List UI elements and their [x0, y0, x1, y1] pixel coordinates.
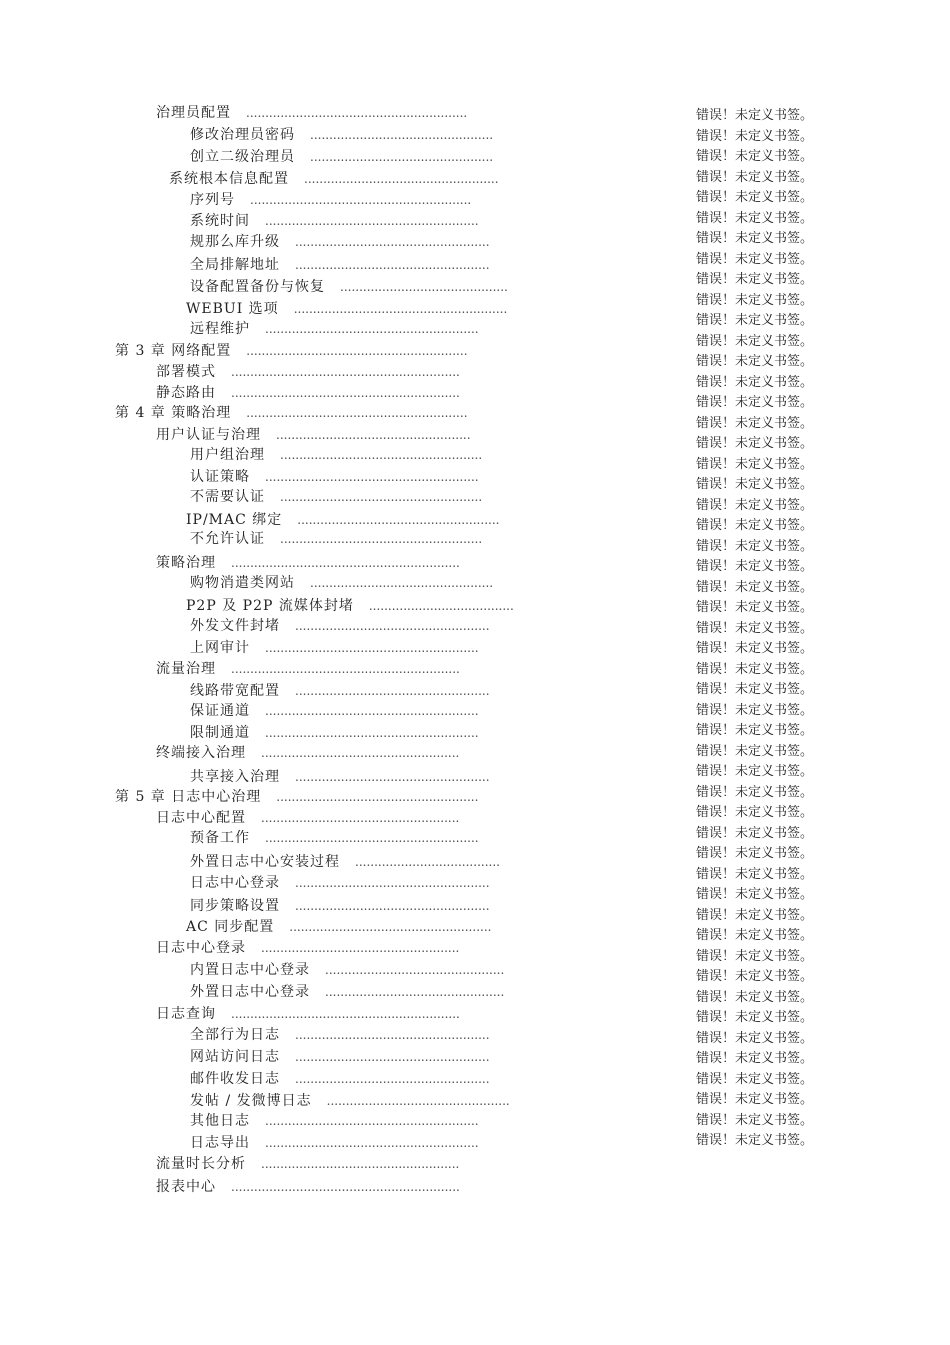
toc-entry-title: P2P 及 P2P 流媒体封堵: [186, 598, 354, 614]
bookmark-error-text: 错误！未定义书签。: [696, 805, 814, 820]
toc-leader-dots: ...............................................: [325, 963, 505, 977]
toc-entry[interactable]: [186, 918, 491, 936]
toc-entry-title: 共享接入治理: [190, 769, 280, 785]
toc-leader-dots: ...................................................: [295, 1072, 490, 1086]
toc-leader-dots: ................................................: [310, 150, 494, 164]
bookmark-error-text: 错误！未定义书签。: [696, 518, 814, 533]
toc-entry[interactable]: [190, 574, 493, 592]
bookmark-error-text: 错误！未定义书签。: [696, 231, 814, 246]
toc-entry[interactable]: [186, 300, 507, 318]
toc-entry-title: 用户认证与治理: [156, 427, 261, 443]
toc-leader-dots: ..........................................................: [246, 344, 468, 358]
bookmark-error-text: 错误！未定义书签。: [696, 969, 814, 984]
bookmark-error-text: 错误！未定义书签。: [696, 1010, 814, 1025]
bookmark-error-text: 错误！未定义书签。: [696, 395, 814, 410]
bookmark-error-text: 错误！未定义书签。: [696, 600, 814, 615]
bookmark-error-text: 错误！未定义书签。: [696, 190, 814, 205]
toc-leader-dots: .....................................................: [280, 490, 483, 504]
toc-leader-dots: ............................................: [340, 280, 508, 294]
toc-entry[interactable]: [156, 554, 460, 572]
toc-leader-dots: ................................................: [310, 576, 494, 590]
toc-entry[interactable]: [190, 1048, 490, 1066]
toc-entry-title: 远程维护: [190, 321, 250, 337]
toc-entry-title: 系统时间: [190, 213, 250, 229]
toc-leader-dots: .....................................................: [280, 532, 483, 546]
toc-entry-title: 不需要认证: [190, 489, 265, 505]
bookmark-error-text: 错误！未定义书签。: [696, 333, 814, 349]
toc-entry-title: 外发文件封堵: [190, 618, 280, 634]
toc-leader-dots: ............................................................: [231, 1007, 460, 1021]
toc-leader-dots: ...................................................: [295, 258, 490, 272]
toc-leader-dots: ...................................................: [295, 619, 490, 633]
toc-entry[interactable]: [186, 511, 499, 529]
toc-entry-title: 网站访问日志: [190, 1049, 280, 1065]
toc-leader-dots: ...................................................: [295, 770, 490, 784]
bookmark-error-text: 错误！未定义书签。: [696, 313, 814, 328]
toc-entry[interactable]: [156, 384, 460, 402]
toc-leader-dots: ......................................: [355, 855, 500, 869]
toc-entry-title: 全局排解地址: [190, 257, 280, 273]
toc-entry-title: 预备工作: [190, 830, 250, 846]
toc-entry[interactable]: [169, 170, 499, 188]
toc-entry[interactable]: [156, 363, 460, 381]
toc-entry[interactable]: [190, 1026, 490, 1044]
toc-entry[interactable]: [190, 446, 482, 464]
bookmark-error-text: 错误！未定义书签。: [696, 374, 814, 390]
toc-entry-title: 认证策略: [190, 469, 250, 485]
toc-entry-title: 终端接入治理: [156, 745, 246, 761]
toc-entry[interactable]: [190, 983, 504, 1001]
bookmark-error-text: 错误！未定义书签。: [696, 948, 814, 964]
bookmark-error-text: 错误！未定义书签。: [696, 415, 814, 431]
bookmark-error-text: 错误！未定义书签。: [696, 743, 814, 759]
toc-entry-title: 日志导出: [190, 1135, 250, 1151]
toc-leader-dots: ............................................................: [231, 365, 460, 379]
toc-entry-title: 治理员配置: [156, 105, 231, 121]
bookmark-error-text: 错误！未定义书签。: [696, 825, 814, 841]
toc-entry[interactable]: [190, 1070, 490, 1088]
toc-leader-dots: ........................................................: [265, 214, 479, 228]
toc-leader-dots: ............................................................: [231, 662, 460, 676]
bookmark-error-text: 错误！未定义书签。: [696, 559, 814, 574]
toc-entry-title: 购物消遣类网站: [190, 575, 295, 591]
toc-entry-title: 发帖 / 发微博日志: [190, 1093, 312, 1109]
bookmark-error-text: 错误！未定义书签。: [696, 928, 814, 943]
toc-leader-dots: ....................................................: [261, 941, 460, 955]
bookmark-error-text: 错误！未定义书签。: [696, 292, 814, 308]
bookmark-error-text: 错误！未定义书签。: [696, 538, 814, 554]
toc-entry-title: AC 同步配置: [186, 919, 275, 935]
bookmark-error-text: 错误！未定义书签。: [696, 661, 814, 677]
toc-entry-title: 规那么库升级: [190, 234, 280, 250]
toc-leader-dots: ...................................................: [295, 235, 490, 249]
bookmark-error-text: 错误！未定义书签。: [696, 1133, 814, 1148]
toc-leader-dots: ......................................: [368, 599, 514, 613]
toc-entry-title: 流量时长分析: [156, 1156, 246, 1172]
toc-leader-dots: ..........................................................: [250, 193, 472, 207]
toc-leader-dots: ...................................................: [295, 1028, 490, 1042]
toc-entry[interactable]: [190, 488, 482, 506]
toc-entry[interactable]: [115, 342, 468, 360]
toc-entry[interactable]: [115, 788, 478, 806]
toc-leader-dots: ........................................................: [265, 831, 479, 845]
toc-entry[interactable]: [190, 256, 490, 274]
toc-entry-title: 部署模式: [156, 364, 216, 380]
toc-entry[interactable]: [190, 1134, 479, 1152]
bookmark-error-text: 错误！未定义书签。: [696, 1071, 814, 1087]
toc-entry[interactable]: [115, 404, 468, 422]
toc-entry[interactable]: [190, 961, 504, 979]
toc-leader-dots: ............................................................: [231, 1180, 460, 1194]
bookmark-error-text: 错误！未定义书签。: [696, 887, 814, 902]
toc-entry-title: 用户组治理: [190, 447, 265, 463]
toc-leader-dots: ....................................................: [261, 1157, 460, 1171]
toc-entry[interactable]: [156, 104, 467, 122]
toc-leader-dots: ........................................................: [293, 302, 508, 316]
bookmark-error-text: 错误！未定义书签。: [696, 866, 814, 882]
toc-entry-title: WEBUI 选项: [186, 301, 279, 317]
toc-entry[interactable]: [190, 191, 471, 209]
bookmark-error-text: 错误！未定义书签。: [696, 436, 814, 451]
bookmark-error-text: 错误！未定义书签。: [696, 723, 814, 738]
toc-entry[interactable]: [190, 212, 479, 230]
toc-leader-dots: ............................................................: [231, 386, 460, 400]
toc-leader-dots: ...................................................: [304, 172, 499, 186]
bookmark-error-text: 错误！未定义书签。: [696, 108, 814, 123]
toc-leader-dots: ........................................................: [265, 641, 479, 655]
toc-entry-title: 内置日志中心登录: [190, 962, 310, 978]
toc-entry-title: 报表中心: [156, 1179, 216, 1195]
toc-leader-dots: ........................................................: [265, 322, 479, 336]
toc-entry-title: 日志查询: [156, 1006, 216, 1022]
toc-entry[interactable]: [156, 1155, 459, 1173]
toc-entry-title: 不允许认证: [190, 531, 265, 547]
bookmark-error-text: 错误！未定义书签。: [696, 251, 814, 267]
toc-entry[interactable]: [190, 320, 479, 338]
bookmark-error-text: 错误！未定义书签。: [696, 764, 814, 779]
toc-entry-title: 日志中心登录: [190, 875, 280, 891]
bookmark-error-text: 错误！未定义书签。: [696, 1051, 814, 1066]
bookmark-error-text: 错误！未定义书签。: [696, 497, 814, 513]
toc-entry[interactable]: [156, 939, 459, 957]
toc-entry-title: 系统根本信息配置: [169, 171, 289, 187]
toc-leader-dots: ........................................................: [265, 704, 479, 718]
bookmark-error-text: 错误！未定义书签。: [696, 784, 814, 800]
bookmark-error-text: 错误！未定义书签。: [696, 456, 814, 472]
toc-entry-title: 第 5 章 日志中心治理: [115, 789, 262, 805]
toc-entry-title: 第 3 章 网络配置: [115, 343, 232, 359]
toc-entry[interactable]: [190, 278, 508, 296]
toc-entry[interactable]: [190, 1092, 510, 1110]
toc-entry[interactable]: [190, 233, 490, 251]
toc-leader-dots: ................................................: [310, 128, 494, 142]
bookmark-error-text: 错误！未定义书签。: [696, 989, 814, 1005]
toc-entry[interactable]: [156, 1005, 460, 1023]
toc-leader-dots: ........................................................: [265, 726, 479, 740]
bookmark-error-text: 错误！未定义书签。: [696, 641, 814, 656]
toc-leader-dots: .....................................................: [297, 513, 500, 527]
toc-entry[interactable]: [190, 1112, 479, 1130]
toc-entry[interactable]: [190, 724, 479, 742]
toc-entry-title: 流量治理: [156, 661, 216, 677]
toc-entry[interactable]: [190, 617, 490, 635]
bookmark-error-text: 错误！未定义书签。: [696, 620, 814, 636]
page-number-column: [696, 106, 813, 1152]
toc-leader-dots: ...................................................: [276, 428, 471, 442]
toc-leader-dots: ...................................................: [295, 876, 490, 890]
bookmark-error-text: 错误！未定义书签。: [696, 210, 814, 226]
toc-leader-dots: ...............................................: [325, 985, 505, 999]
toc-entry-title: 日志中心配置: [156, 810, 246, 826]
toc-entry[interactable]: [186, 597, 514, 615]
toc-entry-title: 静态路由: [156, 385, 216, 401]
bookmark-error-text: 错误！未定义书签。: [696, 128, 814, 144]
bookmark-error-text: 错误！未定义书签。: [696, 477, 814, 492]
toc-entry[interactable]: [156, 426, 471, 444]
toc-entry-title: 序列号: [190, 192, 235, 208]
toc-leader-dots: ..........................................................: [246, 106, 468, 120]
toc-entry-title: 修改治理员密码: [190, 127, 295, 143]
toc-entry[interactable]: [156, 660, 460, 678]
toc-entry[interactable]: [190, 682, 490, 700]
toc-entry[interactable]: [190, 468, 479, 486]
bookmark-error-text: 错误！未定义书签。: [696, 579, 814, 595]
bookmark-error-text: 错误！未定义书签。: [696, 907, 814, 923]
toc-entry-title: 保证通道: [190, 703, 250, 719]
toc-entry-title: 设备配置备份与恢复: [190, 279, 325, 295]
toc-leader-dots: .....................................................: [280, 448, 483, 462]
toc-leader-dots: .....................................................: [289, 920, 492, 934]
bookmark-error-text: 错误！未定义书签。: [696, 149, 814, 164]
toc-leader-dots: ........................................................: [265, 470, 479, 484]
toc-entry-title: 其他日志: [190, 1113, 250, 1129]
toc-leader-dots: ...................................................: [295, 684, 490, 698]
toc-entry[interactable]: [190, 126, 493, 144]
toc-leader-dots: ........................................................: [265, 1114, 479, 1128]
toc-entry-title: 外置日志中心安装过程: [190, 854, 340, 870]
bookmark-error-text: 错误！未定义书签。: [696, 1112, 814, 1128]
toc-entry[interactable]: [190, 148, 493, 166]
toc-leader-dots: ..........................................................: [246, 406, 468, 420]
bookmark-error-text: 错误！未定义书签。: [696, 1030, 814, 1046]
toc-entry[interactable]: [190, 702, 479, 720]
toc-leader-dots: ...................................................: [295, 1050, 490, 1064]
toc-entry-title: 外置日志中心登录: [190, 984, 310, 1000]
toc-entry[interactable]: [190, 639, 479, 657]
bookmark-error-text: 错误！未定义书签。: [696, 169, 814, 185]
toc-leader-dots: ....................................................: [261, 811, 460, 825]
toc-leader-dots: ........................................................: [265, 1136, 479, 1150]
toc-leader-dots: ...................................................: [295, 899, 490, 913]
toc-entry-title: 创立二级治理员: [190, 149, 295, 165]
toc-entry[interactable]: [156, 744, 459, 762]
toc-entry-title: 第 4 章 策略治理: [115, 405, 232, 421]
bookmark-error-text: 错误！未定义书签。: [696, 682, 814, 697]
toc-entry[interactable]: [190, 897, 490, 915]
toc-entry-title: 上网审计: [190, 640, 250, 656]
toc-entry-title: 线路带宽配置: [190, 683, 280, 699]
toc-entry[interactable]: [156, 1178, 460, 1196]
toc-entry-title: 同步策略设置: [190, 898, 280, 914]
toc-entry[interactable]: [156, 809, 459, 827]
bookmark-error-text: 错误！未定义书签。: [696, 846, 814, 861]
toc-leader-dots: ....................................................: [261, 746, 460, 760]
toc-entry-title: 邮件收发日志: [190, 1071, 280, 1087]
toc-entry-title: 日志中心登录: [156, 940, 246, 956]
bookmark-error-text: 错误！未定义书签。: [696, 702, 814, 718]
bookmark-error-text: 错误！未定义书签。: [696, 1092, 814, 1107]
toc-leader-dots: .....................................................: [276, 790, 479, 804]
bookmark-error-text: 错误！未定义书签。: [696, 272, 814, 287]
toc-entry-title: IP/MAC 绑定: [186, 512, 283, 528]
toc-entry[interactable]: [190, 853, 500, 871]
toc-entry-title: 策略治理: [156, 555, 216, 571]
toc-leader-dots: ................................................: [326, 1094, 510, 1108]
toc-entry-title: 限制通道: [190, 725, 250, 741]
toc-entry[interactable]: [190, 768, 490, 786]
bookmark-error-text: 错误！未定义书签。: [696, 354, 814, 369]
toc-entry-title: 全部行为日志: [190, 1027, 280, 1043]
toc-entry[interactable]: [190, 829, 479, 847]
toc-entry[interactable]: [190, 530, 482, 548]
toc-entry[interactable]: [190, 874, 490, 892]
toc-leader-dots: ............................................................: [231, 556, 460, 570]
